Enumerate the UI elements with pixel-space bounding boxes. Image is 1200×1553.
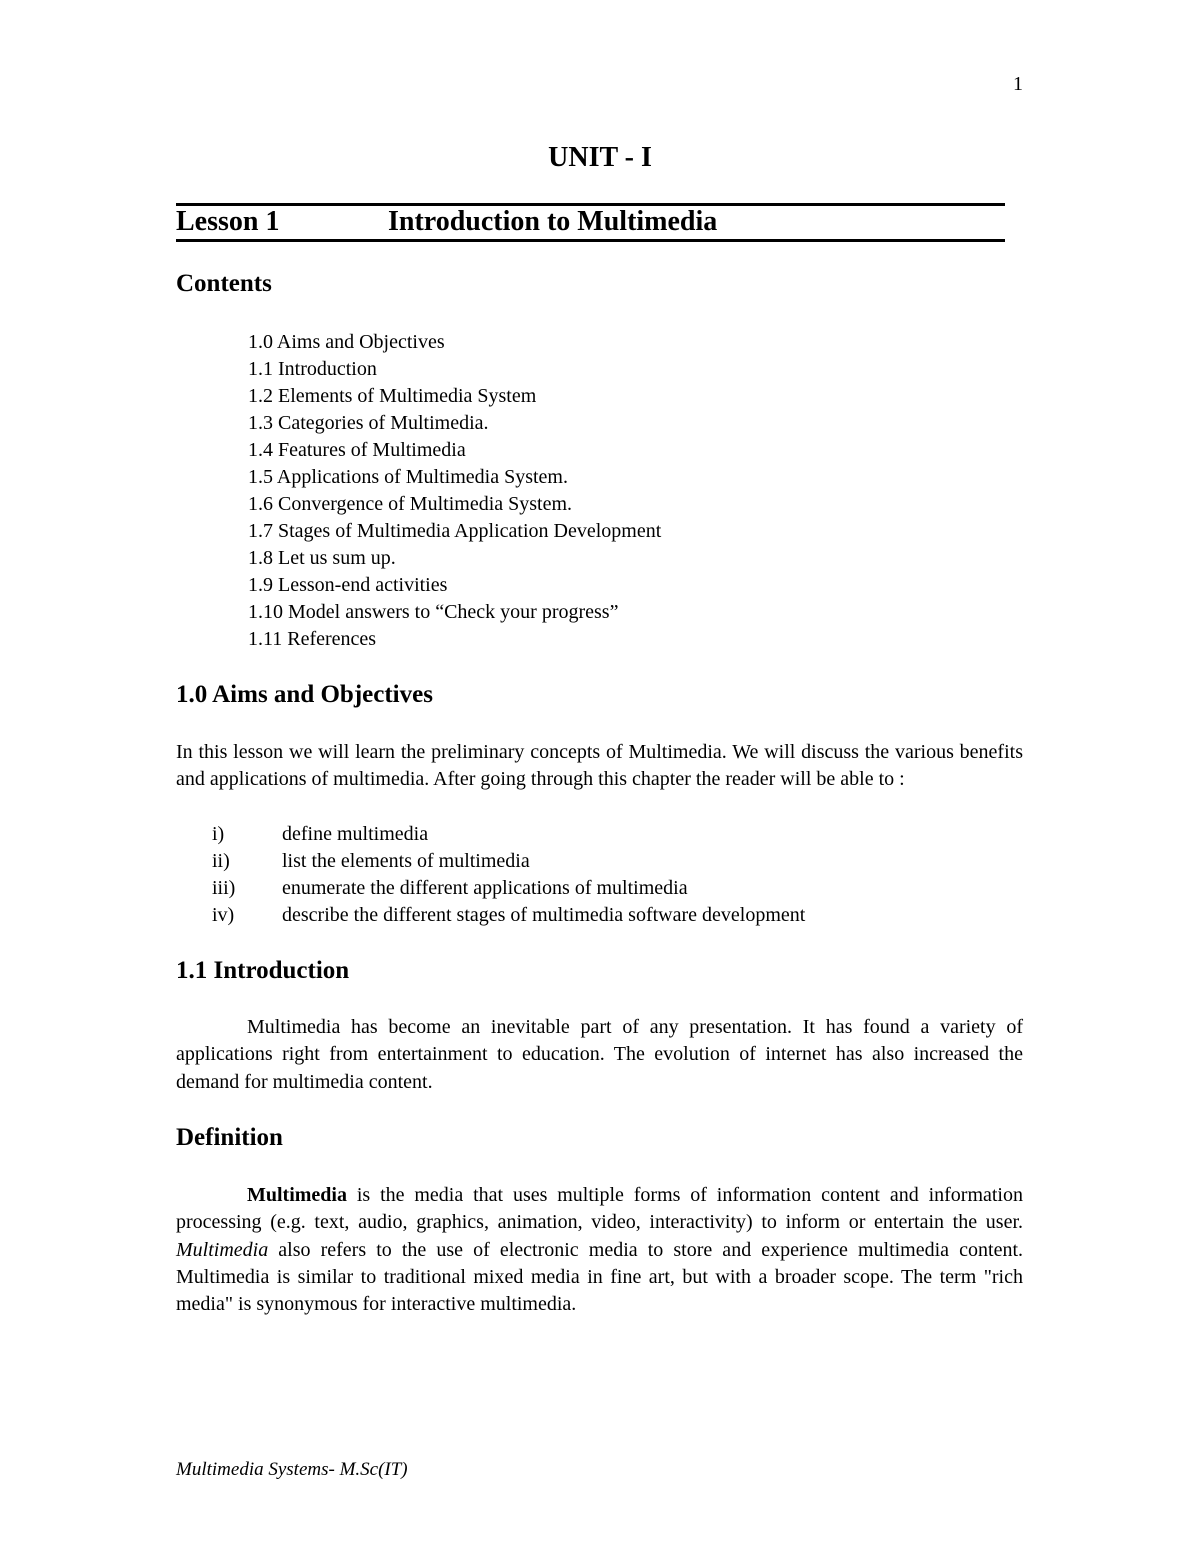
contents-item: 1.9 Lesson-end activities (248, 574, 448, 596)
lesson-header-bottom-rule (176, 239, 1005, 242)
aims-heading: 1.0 Aims and Objectives (176, 681, 433, 708)
objective-marker: i) (212, 823, 225, 845)
lesson-title: Introduction to Multimedia (388, 206, 718, 237)
contents-item: 1.5 Applications of Multimedia System. (248, 466, 568, 488)
footer-course-title: Multimedia Systems- M.Sc(IT) (176, 1459, 408, 1480)
introduction-heading: 1.1 Introduction (176, 957, 350, 984)
contents-item: 1.4 Features of Multimedia (248, 439, 466, 461)
definition-text-part2: also refers to the use of electronic media to store and experience multimedia content. Multimedia is similar to traditional mixed media in fine art, but with a broader scope. The term "rich media" is synonymous for interactive multimedia. (176, 1238, 1023, 1316)
definition-text-part1: is the media that uses multiple forms of information content and information processing (e.g. text, audio, graphics, animation, video, interactivity) to inform or entertain the user. (176, 1184, 1023, 1234)
unit-title: UNIT - I (548, 142, 652, 173)
contents-item: 1.1 Introduction (248, 358, 377, 380)
contents-item: 1.11 References (248, 628, 377, 650)
objective-text: enumerate the different applications of multimedia (282, 877, 688, 899)
contents-item: 1.3 Categories of Multimedia. (248, 412, 489, 434)
lesson-number: Lesson 1 (176, 206, 280, 237)
objective-text: list the elements of multimedia (282, 850, 530, 872)
contents-item: 1.10 Model answers to “Check your progress” (248, 601, 619, 623)
contents-item: 1.6 Convergence of Multimedia System. (248, 493, 573, 515)
contents-heading: Contents (176, 270, 272, 297)
objective-marker: iv) (212, 904, 235, 926)
contents-list (248, 329, 661, 653)
aims-intro-paragraph: In this lesson we will learn the preliminary concepts of Multimedia. We will discuss the various benefits and applications of multimedia. After going through this chapter the reader will be able to : (176, 741, 1023, 791)
objective-item (212, 848, 805, 875)
contents-item: 1.0 Aims and Objectives (248, 331, 445, 353)
objective-item (212, 902, 805, 929)
objective-item (212, 821, 805, 848)
objectives-list (212, 821, 805, 929)
objective-text: describe the different stages of multimedia software development (282, 904, 806, 926)
contents-item: 1.7 Stages of Multimedia Application Development (248, 520, 662, 542)
introduction-paragraph: Multimedia has become an inevitable part of any presentation. It has found a variety of applications right from entertainment to education. The evolution of internet has also increased the demand for multimedia content. (176, 1016, 1023, 1093)
objective-marker: iii) (212, 877, 236, 899)
page-number: 1 (1013, 73, 1023, 95)
definition-term: Multimedia (247, 1184, 347, 1206)
objective-marker: ii) (212, 850, 230, 872)
contents-item: 1.2 Elements of Multimedia System (248, 385, 537, 407)
definition-heading: Definition (176, 1124, 283, 1151)
objective-text: define multimedia (282, 823, 429, 845)
contents-item: 1.8 Let us sum up. (248, 547, 396, 569)
objective-item (212, 875, 805, 902)
definition-paragraph (176, 1182, 1023, 1318)
definition-emphasis: Multimedia (176, 1238, 269, 1261)
